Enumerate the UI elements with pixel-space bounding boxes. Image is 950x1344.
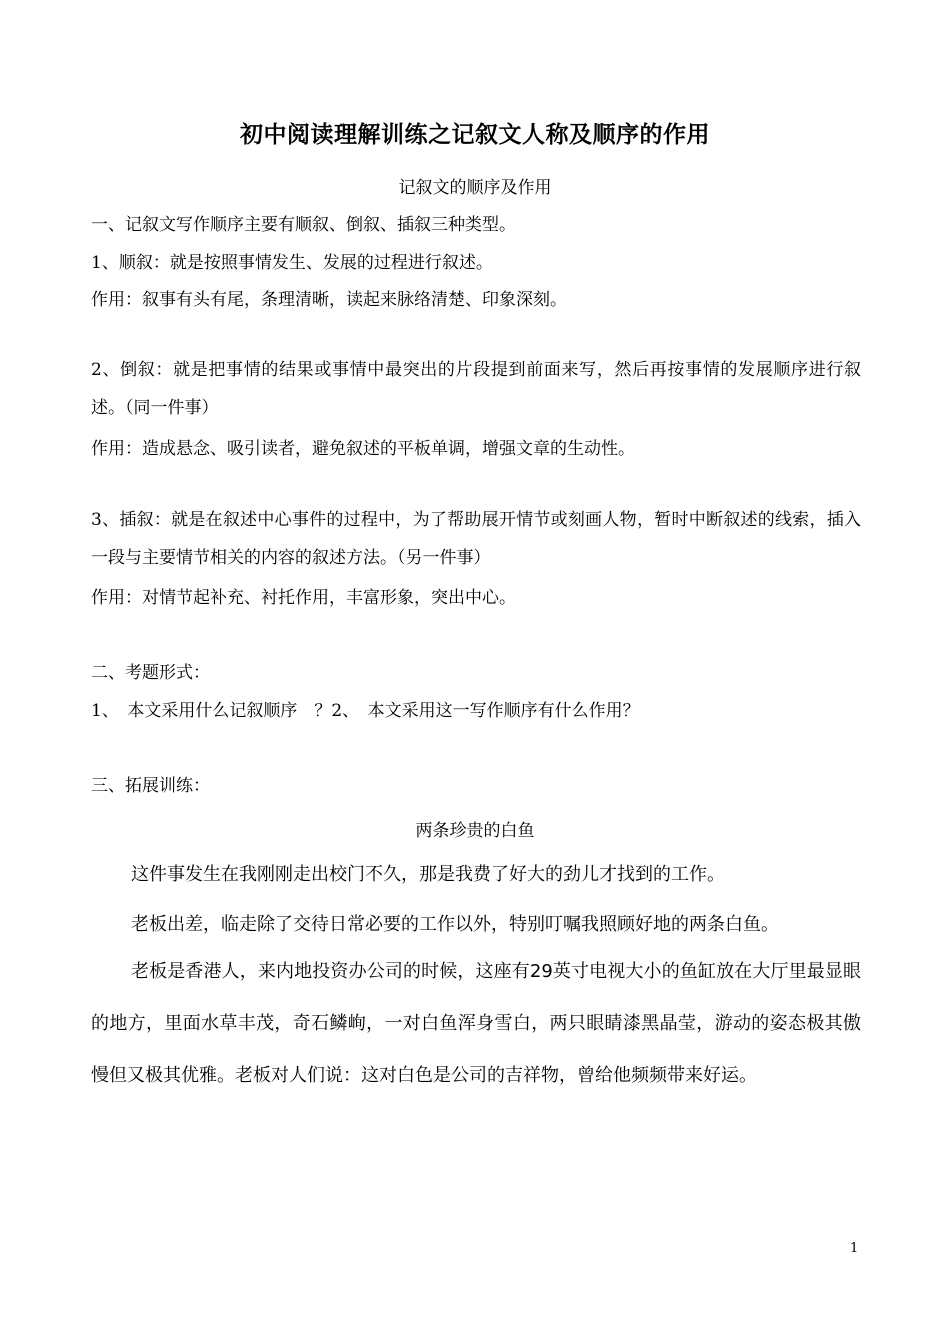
section-two-heading: 二、考题形式：	[91, 663, 210, 683]
item-narration-forward-effect: 作用：叙事有头有尾，条理清晰，读起来脉络清楚、印象深刻。	[91, 290, 567, 310]
page-number: 1	[850, 1241, 859, 1256]
exam-questions: 1、 本文采用什么记叙顺序 ？2、 本文采用这一写作顺序有什么作用？	[91, 701, 640, 721]
item-narration-flashback-effect: 作用：造成悬念、吸引读者，避免叙述的平板单调，增强文章的生动性。	[91, 439, 635, 459]
item-narration-interpolation-effect: 作用：对情节起补充、衬托作用，丰富形象，突出中心。	[91, 588, 516, 608]
item-narration-forward: 1、顺叙：就是按照事情发生、发展的过程进行叙述。	[91, 253, 493, 273]
section-subtitle: 记叙文的顺序及作用	[398, 178, 552, 198]
section-three-heading: 三、拓展训练：	[91, 776, 210, 796]
item-narration-interpolation: 3、插叙：就是在叙述中心事件的过程中，为了帮助展开情节或刻画人物，暂时中断叙述的线索，插入一段与主要情节相关的内容的叙述方法。（另一件事）	[91, 510, 861, 568]
item-narration-flashback: 2、倒叙：就是把事情的结果或事情中最突出的片段提到前面来写，然后再按事情的发展顺序进行叙述。（同一件事）	[91, 360, 861, 418]
story-title: 两条珍贵的白鱼	[415, 821, 535, 841]
document-title: 初中阅读理解训练之记叙文人称及顺序的作用	[240, 122, 710, 148]
story-paragraph-3: 老板是香港人，来内地投资办公司的时候，这座有29英寸电视大小的鱼缸放在大厅里最显眼的地方，里面水草丰茂，奇石鳞峋，一对白鱼浑身雪白，两只眼睛漆黑晶莹，游动的姿态极其傲慢但又极其优雅。老板对人们说：这对白色是公司的吉祥物，曾给他频频带来好运。	[91, 961, 861, 1086]
story-paragraph-1: 这件事发生在我刚刚走出校门不久，那是我费了好大的劲儿才找到的工作。	[131, 864, 725, 885]
section-one-heading: 一、记叙文写作顺序主要有顺叙、倒叙、插叙三种类型。	[91, 215, 516, 235]
story-paragraph-2: 老板出差，临走除了交待日常必要的工作以外，特别叮嘱我照顾好地的两条白鱼。	[131, 914, 779, 935]
